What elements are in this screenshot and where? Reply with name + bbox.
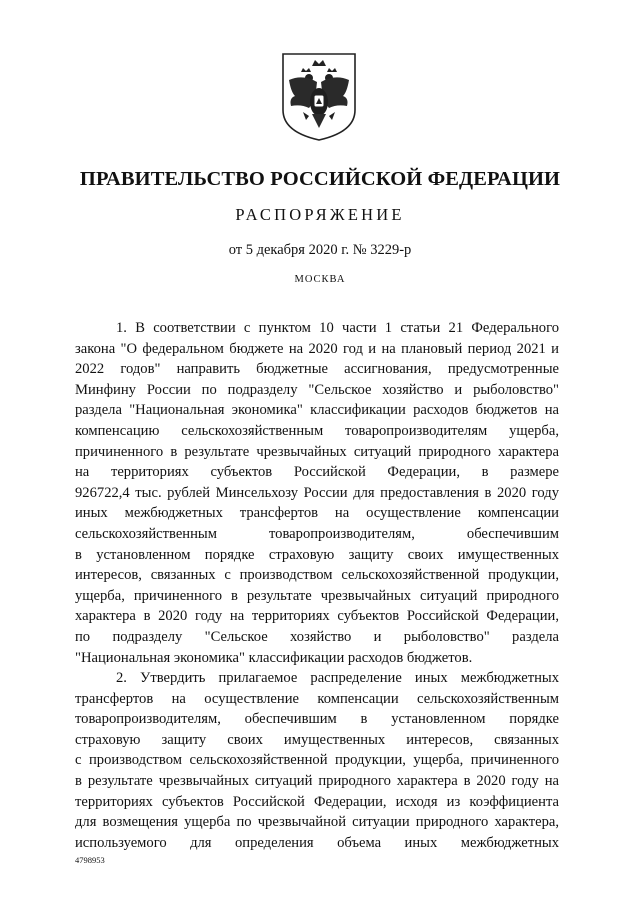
document-id: 4798953 bbox=[75, 855, 105, 865]
text-line: на территориях субъектов Российской Федерации, в размере bbox=[75, 464, 559, 481]
text-line: раздела "Национальная экономика" классификации расходов бюджетов на bbox=[75, 402, 559, 419]
text-line: по подразделу "Сельское хозяйство и рыболовство" раздела bbox=[75, 628, 559, 645]
russian-coat-of-arms-icon bbox=[281, 52, 357, 142]
text-line: Минфину России по подразделу "Сельское хозяйство и рыболовство" bbox=[75, 381, 559, 398]
document-date-number: от 5 декабря 2020 г. № 3229-р bbox=[228, 242, 412, 258]
text-line: "Национальная экономика" классификации расходов бюджетов. bbox=[75, 649, 473, 666]
text-line: используемого для определения объема иных межбюджетных bbox=[75, 834, 559, 851]
text-line: в результате чрезвычайных ситуаций природного характера в 2020 году на bbox=[75, 773, 559, 790]
text-line: 2022 годов" направить бюджетные ассигнования, предусмотренные bbox=[75, 361, 559, 378]
text-line: трансфертов на осуществление компенсации сельскохозяйственным bbox=[75, 690, 559, 707]
document-city: МОСКВА bbox=[294, 274, 346, 285]
text-line: характера в 2020 году на территориях субъектов Российской Федерации, bbox=[75, 608, 559, 625]
text-line: компенсацию сельскохозяйственным товаропроизводителям ущерба, bbox=[75, 422, 559, 439]
text-line: в установленном порядке страховую защиту своих имущественных bbox=[75, 546, 559, 563]
text-line: сельскохозяйственным товаропроизводителям, обеспечившим bbox=[75, 525, 559, 542]
text-line: для возмещения ущерба по чрезвычайной ситуации природного характера, bbox=[75, 814, 559, 831]
text-line: закона "О федеральном бюджете на 2020 год и на плановый период 2021 и bbox=[75, 340, 559, 357]
text-line: 2. Утвердить прилагаемое распределение иных межбюджетных bbox=[116, 670, 559, 687]
text-line: причиненного в результате чрезвычайных ситуаций природного характера bbox=[75, 443, 559, 460]
coat-of-arms-emblem bbox=[281, 52, 357, 142]
document-body bbox=[75, 318, 559, 853]
text-line: 926722,4 тыс. рублей Минсельхозу России для предоставления в 2020 году bbox=[75, 484, 559, 501]
text-line: интересов, связанных с производством сельскохозяйственной продукции, bbox=[75, 567, 559, 584]
text-line: 1. В соответствии с пунктом 10 части 1 статьи 21 Федерального bbox=[116, 320, 559, 336]
text-line: товаропроизводителям, обеспечившим в установленном порядке bbox=[75, 711, 559, 728]
text-line: с производством сельскохозяйственной продукции, ущерба, причиненного bbox=[75, 752, 559, 769]
document-type: РАСПОРЯЖЕНИЕ bbox=[235, 205, 405, 224]
text-line: ущерба, причиненного в результате чрезвычайных ситуаций природного bbox=[75, 587, 559, 604]
government-title: ПРАВИТЕЛЬСТВО РОССИЙСКОЙ ФЕДЕРАЦИИ bbox=[79, 168, 561, 190]
text-line: страховую защиту своих имущественных интересов, связанных bbox=[75, 731, 559, 748]
text-line: территориях субъектов Российской Федерации, исходя из коэффициента bbox=[75, 793, 559, 810]
text-line: иных межбюджетных трансфертов на осуществление компенсации bbox=[75, 505, 559, 522]
